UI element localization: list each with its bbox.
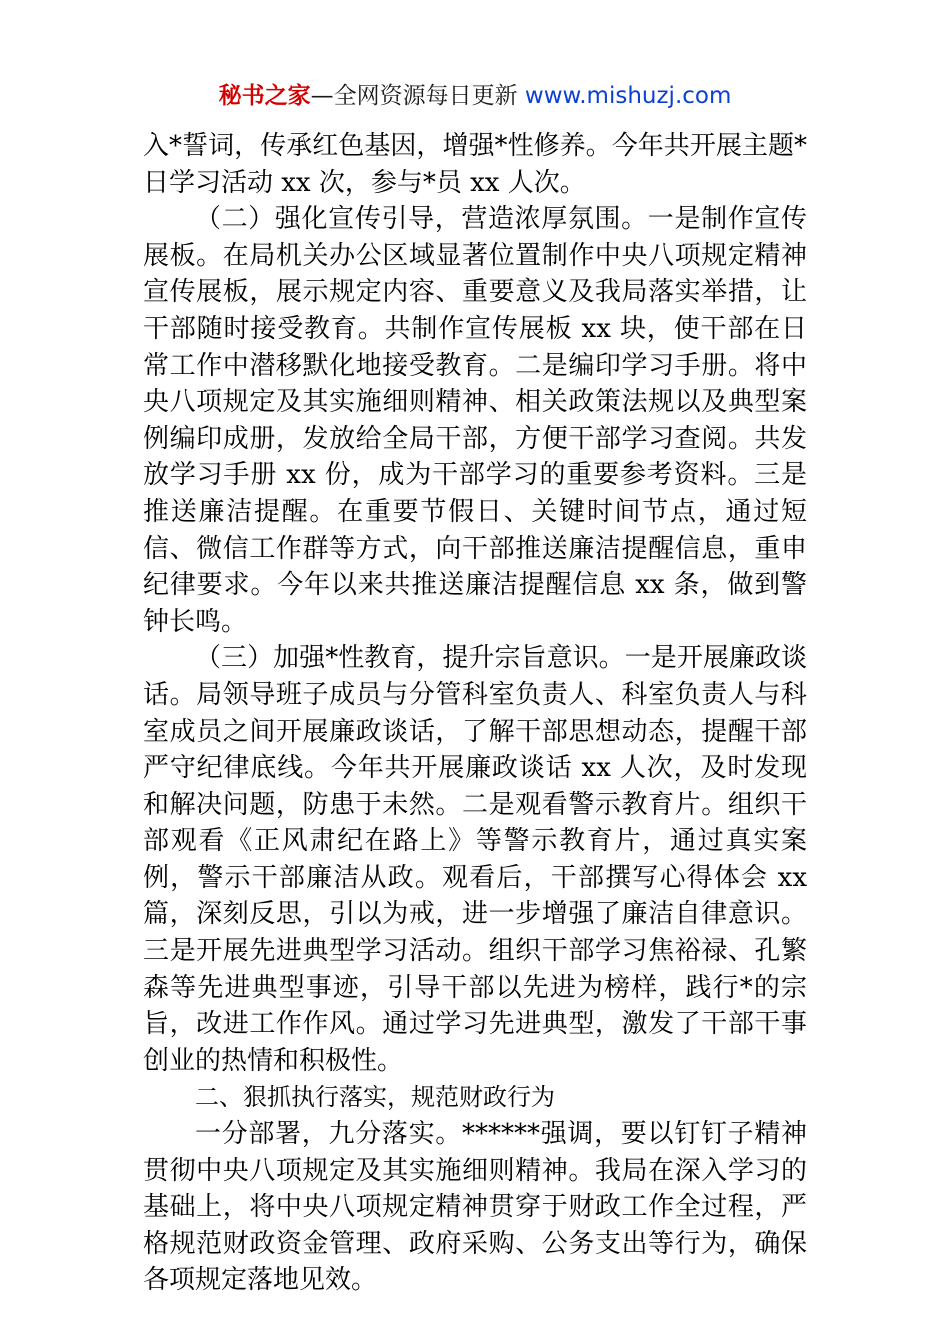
page-header [0, 80, 950, 112]
paragraph-implementation: 一分部署，九分落实。******强调，要以钉钉子精神贯彻中央八项规定及其实施细则精神。我局在深入学习的基础上，将中央八项规定精神贯穿于财政工作全过程，严格规范财政资金管理、政府采购、公务支出等行为，确保各项规定落地见效。 [143, 1119, 807, 1296]
paragraph-continuation: 入*誓词，传承红色基因，增强*性修养。今年共开展主题*日学习活动 xx 次，参与*员 xx 人次。 [143, 131, 807, 198]
paragraph-propaganda: （二）强化宣传引导，营造浓厚氛围。一是制作宣传展板。在局机关办公区域显著位置制作中央八项规定精神宣传展板，展示规定内容、重要意义及我局落实举措，让干部随时接受教育。共制作宣传展板 xx 块，使干部在日常工作中潜移默化地接受教育。二是编印学习手册。将中央八项规定及其实施细则精神、相关政策法规以及典型案例编印成册，发放给全局干部，方便干部学习查阅。共发放学习手册 xx 份，成为干部学习的重要参考资料。三是推送廉洁提醒。在重要节假日、关键时间节点，通过短信、微信工作群等方式，向干部推送廉洁提醒信息，重申纪律要求。今年以来共推送廉洁提醒信息 xx 条，做到警钟长鸣。 [143, 204, 807, 637]
paragraph-party-education: （三）加强*性教育，提升宗旨意识。一是开展廉政谈话。局领导班子成员与分管科室负责人、科室负责人与科室成员之间开展廉政谈话，了解干部思想动态，提醒干部严守纪律底线。今年共开展廉政谈话 xx 人次，及时发现和解决问题，防患于未然。二是观看警示教育片。组织干部观看《正风肃纪在路上》等警示教育片，通过真实案例，警示干部廉洁从政。观看后，干部撰写心得体会 xx 篇，深刻反思，引以为戒，进一步增强了廉洁自律意识。三是开展先进典型学习活动。组织干部学习焦裕禄、孔繁森等先进典型事迹，引导干部以先进为榜样，践行*的宗旨，改进工作作风。通过学习先进典型，激发了干部干事创业的热情和积极性。 [143, 643, 807, 1076]
document-body [143, 128, 807, 1299]
header-site-link[interactable]: www.mishuzj.com [524, 83, 732, 109]
header-tagline: —全网资源每日更新 [310, 83, 525, 109]
header-brand: 秘书之家 [218, 83, 311, 109]
section-heading: 二、狠抓执行落实，规范财政行为 [195, 1083, 555, 1112]
